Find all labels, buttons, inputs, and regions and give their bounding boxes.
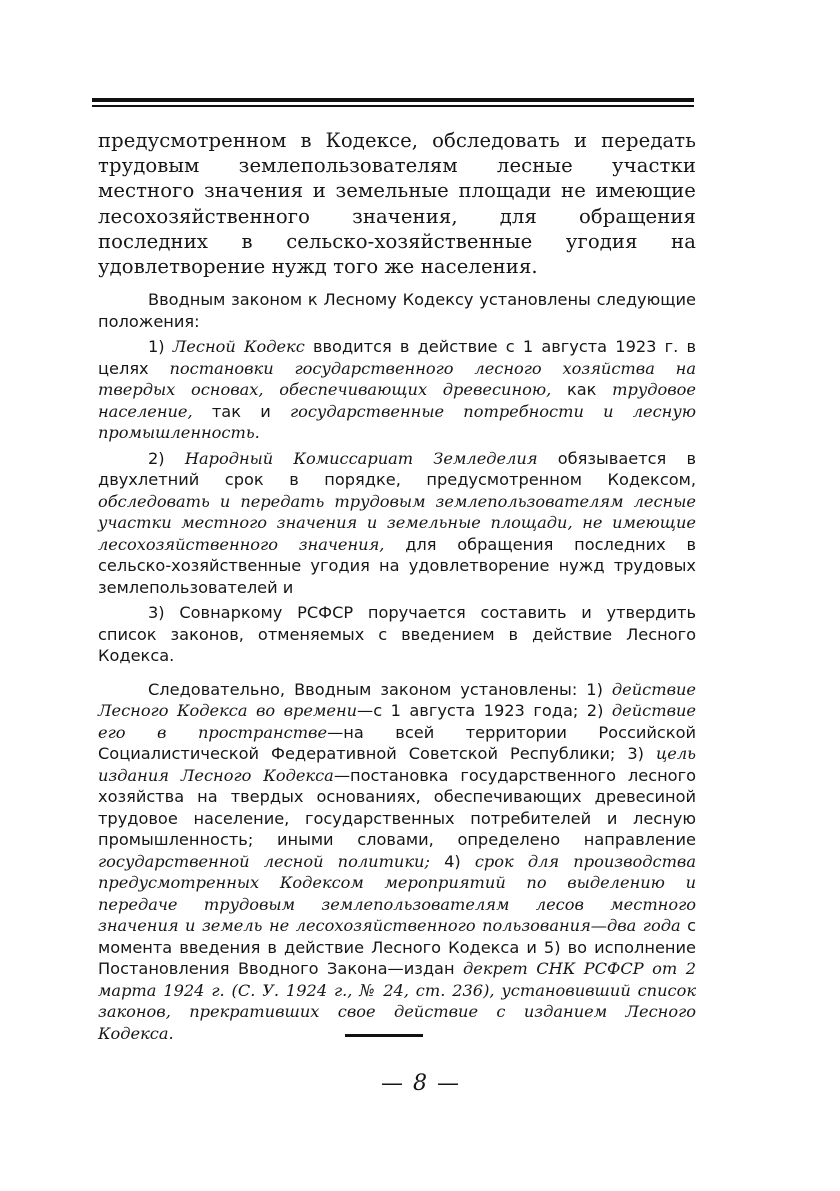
item-2-text-1: обязывается в двухлетний срок в порядке, предусмотренном Кодексом, (98, 448, 696, 489)
item-1-italic-4: государственные потребности и лесную промышленность. (98, 401, 696, 442)
conclusion-text-5: 4) (429, 851, 475, 871)
item-1-paragraph (98, 336, 696, 444)
page-number-dash-right: — (437, 1071, 459, 1096)
item-1-text-1: вводится в действие с 1 августа 1923 г. в целях (98, 337, 696, 378)
conclusion-italic-3: цель издания Лесного Кодекса (98, 744, 696, 785)
item-1-text-2: как (551, 380, 613, 399)
conclusion-italic-2: действие его в пространстве (98, 701, 696, 742)
item-1-text-3: так и (192, 401, 290, 421)
item-1-italic-3: трудовое население, (98, 380, 696, 421)
item-1-number: 1) (148, 337, 165, 356)
continuation-paragraph: предусмотренном в Кодексе, обследовать и передать трудовым землепользователям лесные участки местного значения и земельные площади не имеющие лесохозяйственного значения, для обращения последних в сельско-хозяйственные угодия на удовлетворение нужд того же населения. (98, 129, 696, 279)
conclusion-text-2: —с 1 августа 1923 года; 2) (357, 701, 612, 720)
page-number-value: 8 (413, 1071, 427, 1096)
section-separator (345, 1034, 423, 1037)
continuation-block (98, 128, 696, 279)
conclusion-italic-6: декрет СНК РСФСР от 2 марта 1924 г. (С. У. 1924 г., № 24, ст. 236), установивший список законов, прекративших свое действие с изданием Лесного Кодекса. (98, 959, 696, 1043)
conclusion-text-3: —на всей территории Российской Социалистической Федеративной Советской Республики; 3) (98, 722, 697, 763)
page-number-dash-left: — (381, 1071, 403, 1096)
header-rule (92, 98, 694, 102)
item-2-paragraph (98, 448, 696, 599)
item-2-number: 2) (148, 448, 165, 468)
conclusion-text-1: Следовательно, Вводным законом установлены: 1) (148, 679, 612, 699)
page-number (0, 1071, 840, 1096)
item-2-italic-2: обследовать и передать трудовым землепользователям лесные участки местного значения и земельные площади, не имеющие лесохозяйственного значения, (98, 491, 696, 554)
header-rule-thin (92, 105, 694, 107)
conclusion-italic-4: государственной лесной политики; (98, 851, 430, 871)
item-3-paragraph: 3) Совнаркому РСФСР поручается составить и утвердить список законов, отменяемых с введением в действие Лесного Кодекса. (98, 603, 696, 665)
conclusion-text-4: —постановка государственного лесного хозяйства на твердых основаниях, обеспечивающих древесиной трудовое население, государственных потребителей и лесную промышленность; иными словами, определено направление (98, 765, 696, 849)
item-1-italic-1: Лесной Кодекс (172, 337, 305, 356)
body-block (98, 289, 696, 1048)
item-2-italic-1: Народный Комиссариат Земледелия (184, 448, 538, 468)
item-1-italic-2: постановки государственного лесного хозяйства на твердых основах, обеспечивающих древесиною, (98, 358, 696, 399)
conclusion-italic-1: действие Лесного Кодекса во времени (98, 679, 696, 720)
item-2-text-2: для обращения последних в сельско-хозяйственные угодия на удовлетворение нужд трудовых землепользователей и (98, 534, 696, 597)
conclusion-text-6: с момента введения в действие Лесного Кодекса и 5) во исполнение Постановления Вводного Закона—издан (98, 916, 697, 978)
conclusion-paragraph (98, 679, 696, 1045)
intro-paragraph: Вводным законом к Лесному Кодексу установлены следующие положения: (98, 290, 696, 331)
conclusion-italic-5: срок для производства предусмотренных Кодексом мероприятий по выделению и передаче трудовым землепользователям лесов местного значения и земель не лесохозяйственного пользования—два года (98, 851, 696, 935)
